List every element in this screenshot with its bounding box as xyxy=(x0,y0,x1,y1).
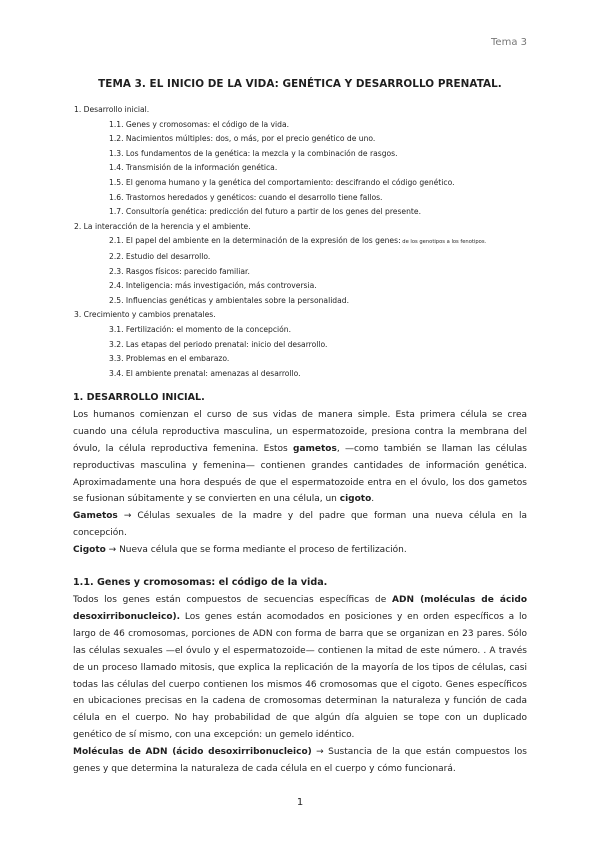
toc-item: 3.2. Las etapas del periodo prenatal: inicio del desarrollo. xyxy=(109,339,328,349)
definition-term: Cigoto xyxy=(73,545,106,556)
table-of-contents xyxy=(74,103,534,381)
toc-section-3: 3. Crecimiento y cambios prenatales. xyxy=(74,310,216,320)
toc-item: 3.4. El ambiente prenatal: amenazas al desarrollo. xyxy=(109,368,301,378)
bold-term: cigoto xyxy=(339,494,372,505)
definition-term: Gametos xyxy=(73,511,118,522)
toc-item-main-text: 2.1. El papel del ambiente en la determinación de la expresión de los genes: xyxy=(109,236,401,246)
toc-item: 1.2. Nacimientos múltiples: dos, o más, por el precio genético de uno. xyxy=(109,134,376,144)
definition-cigoto xyxy=(73,542,527,559)
text-run: Todos los genes están compuestos de secuencias específicas de xyxy=(73,594,393,605)
toc-item: 2.4. Inteligencia: más investigación, más controversia. xyxy=(109,281,317,291)
text-run: Los humanos comienzan el curso de sus vidas de manera simple. Esta primera célula se crea cuando una célula reproductiva masculina, un espermatozoide, presiona contra la membrana del óvulo, la célula reproductiva femenina. Estos xyxy=(73,409,527,454)
definition-text: → Sustancia de la que están compuestos los genes y que determina la naturaleza de cada célula en el cuerpo y cómo funcionará. xyxy=(73,747,527,775)
definition-text: → Células sexuales de la madre y del padre que forman una nueva célula en la concepción. xyxy=(73,511,527,539)
body-paragraph xyxy=(73,407,527,508)
subsection-heading: 1.1. Genes y cromosomas: el código de la vida. xyxy=(73,577,328,589)
toc-item: 2.2. Estudio del desarrollo. xyxy=(109,251,211,261)
toc-item: 1.5. El genoma humano y la genética del comportamiento: descifrando el código genético. xyxy=(109,177,455,187)
page-number: 1 xyxy=(296,797,304,808)
toc-item: 1.7. Consultoría genética: predicción del futuro a partir de los genes del presente. xyxy=(109,207,421,217)
toc-item: 3.3. Problemas en el embarazo. xyxy=(109,354,230,364)
toc-item xyxy=(74,234,534,250)
toc-item: 2.3. Rasgos físicos: parecido familiar. xyxy=(109,266,250,276)
toc-item: 1.3. Los fundamentos de la genética: la mezcla y la combinación de rasgos. xyxy=(109,148,398,158)
toc-item: 1.1. Genes y cromosomas: el código de la vida. xyxy=(109,119,290,129)
document-title: TEMA 3. EL INICIO DE LA VIDA: GENÉTICA Y DESARROLLO PRENATAL. xyxy=(98,78,502,90)
text-run: . xyxy=(371,494,375,505)
toc-item: 3.1. Fertilización: el momento de la concepción. xyxy=(109,324,292,334)
running-header: Tema 3 xyxy=(491,37,527,48)
section-heading: 1. DESARROLLO INICIAL. xyxy=(73,392,205,403)
definition-text: → Nueva célula que se forma mediante el proceso de fertilización. xyxy=(105,545,407,556)
bold-term: gametos xyxy=(293,443,337,454)
toc-item: 1.6. Trastornos heredados y genéticos: cuando el desarrollo tiene fallos. xyxy=(109,192,383,202)
toc-section-1: 1. Desarrollo inicial. xyxy=(74,105,150,114)
main-content xyxy=(73,390,527,778)
toc-item-small-text: de los genotipos a los fenotipos. xyxy=(400,239,487,246)
toc-item: 2.5. Influencias genéticas y ambientales sobre la personalidad. xyxy=(109,295,350,305)
bold-term: ADN (moléculas de ácido desoxirribonucleico). xyxy=(73,594,527,622)
definition-gametos xyxy=(73,508,527,542)
text-run: Los genes están acomodados en posiciones y en orden específicos a lo largo de 46 cromosomas, porciones de ADN con forma de barra que se organizan en 23 pares. Sólo las células sexuales —el óvulo y el espermatozoide— contienen la mitad de este número. . A través de un proceso llamado mitosis, que explica la replicación de la mayoría de los tipos de células, casi todas las células del cuerpo contienen los mismos 46 cromosomas que el cigoto. Genes específicos en ubicaciones precisas en la cadena de cromosomas determinan la naturaleza y función de cada célula en el cuerpo. No hay probabilidad de que algún día alguien se tope con un duplicado genético de sí mismo, con una excepción: un gemelo idéntico. xyxy=(73,611,527,741)
toc-section-2: 2. La interacción de la herencia y el ambiente. xyxy=(74,221,251,231)
body-paragraph xyxy=(73,592,527,744)
definition-adn xyxy=(73,744,527,778)
definition-term: Moléculas de ADN (ácido desoxirribonucleico) xyxy=(73,747,312,758)
spacer xyxy=(73,559,527,575)
toc-item: 1.4. Transmisión de la información genética. xyxy=(109,163,278,173)
text-run: , —como también se llaman las células reproductivas masculina y femenina— contienen grandes cantidades de información genética. Aproximadamente una hora después de que el espermatozoide entra en el óvulo, los dos gametos se fusionan súbitamente y se convierten en una célula, un xyxy=(73,443,527,505)
